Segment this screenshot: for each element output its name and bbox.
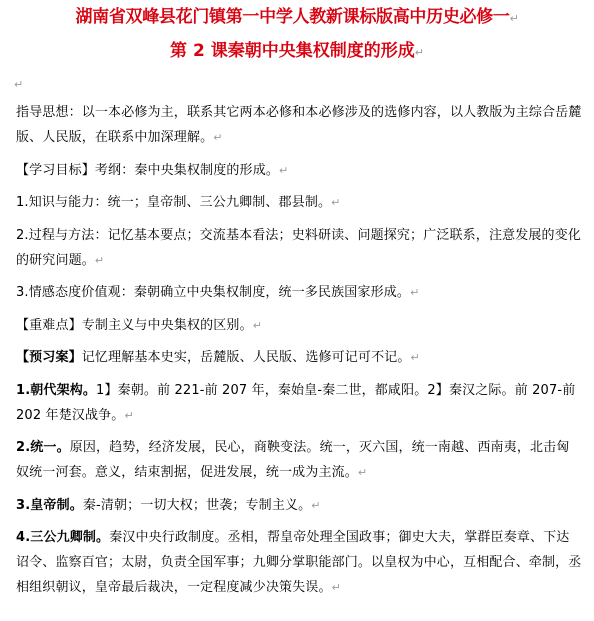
- paragraph-mark-icon: ↵: [279, 163, 289, 177]
- paragraph-process: [16, 223, 582, 273]
- document-title-line1: [0, 7, 594, 29]
- paragraph-section-4: [16, 525, 582, 600]
- goal-text: 【学习目标】考纲：秦中央集权制度的形成。: [16, 162, 280, 178]
- empty-paragraph-mark-icon: ↵: [14, 78, 24, 91]
- section-1-text: 1】秦朝。前 221-前 207 年，秦始皇-秦二世，都咸阳。2】秦汉之际。前 207-前 202 年楚汉战争。: [16, 382, 576, 423]
- section-3-text: 秦-清朝；一切大权；世袭；专制主义。: [82, 497, 312, 513]
- paragraph-guide: [16, 100, 582, 150]
- paragraph-mark-icon: ↵: [410, 286, 420, 299]
- knowledge-text: 1.知识与能力：统一；皇帝制、三公九卿制、郡县制。: [16, 195, 332, 210]
- document-title-line2: [0, 41, 594, 63]
- paragraph-mark-icon: ↵: [213, 131, 223, 144]
- paragraph-mark-icon: ↵: [331, 581, 341, 594]
- section-4-text: 秦汉中央行政制度。丞相，帮皇帝处理全国政事；御史大夫，掌群臣奏章、下达诏令、监察百官；太尉，负责全国军事；九卿分掌职能部门。以皇权为中心，互相配合、牵制，丞相组织朝议，皇帝最后裁决，一定程度减少决策失误。: [16, 530, 582, 595]
- section-1-label: 1.朝代架构。: [16, 382, 97, 398]
- paragraph-mark-icon: ↵: [410, 351, 420, 364]
- paragraph-section-2: [16, 435, 582, 485]
- process-text: 2.过程与方法：记忆基本要点；交流基本看法；史料研读、问题探究；广泛联系，注意发展的变化的研究问题。: [16, 227, 582, 268]
- section-2-label: 2.统一。: [16, 440, 70, 455]
- paragraph-mark-icon: ↵: [252, 318, 263, 332]
- title-line2-text: 第 2 课秦朝中央集权制度的形成: [170, 41, 415, 61]
- paragraph-emotion: [16, 280, 582, 305]
- guide-text: 指导思想：以一本必修为主，联系其它两本必修和本必修涉及的选修内容，以人教版为主综合岳麓版、人民版，在联系中加深理解。: [16, 105, 582, 145]
- keypoint-text: 专制主义与中央集权的区别。: [81, 317, 253, 333]
- document-body: [16, 100, 582, 608]
- paragraph-preview: [16, 345, 582, 370]
- preview-text: 记忆理解基本史实，岳麓版、人民版、选修可记可不记。: [81, 350, 411, 365]
- section-4-label: 4.三公九卿制。: [16, 530, 110, 545]
- paragraph-mark-icon: ↵: [94, 253, 105, 267]
- emotion-text: 3.情感态度价值观：秦朝确立中央集权制度，统一多民族国家形成。: [16, 285, 411, 300]
- paragraph-mark-icon: ↵: [331, 196, 341, 209]
- paragraph-goal: [16, 158, 582, 183]
- section-2-text: 原因，趋势，经济发展，民心，商鞅变法。统一，灭六国，统一南越、西南夷，北击匈奴统一河套。意义，结束割据，促进发展，统一成为主流。: [16, 440, 570, 480]
- preview-label: 【预习案】: [16, 350, 82, 365]
- paragraph-mark-icon: ↵: [509, 12, 519, 25]
- paragraph-section-1: [16, 378, 582, 428]
- title-line1-text: 湖南省双峰县花门镇第一中学人教新课标版高中历史必修一: [75, 7, 510, 27]
- keypoint-label: 【重难点】: [16, 317, 82, 333]
- section-3-label: 3.皇帝制。: [16, 497, 83, 513]
- paragraph-section-3: [16, 493, 582, 518]
- paragraph-mark-icon: ↵: [357, 466, 368, 479]
- paragraph-mark-icon: ↵: [414, 46, 424, 59]
- paragraph-keypoint: [16, 313, 582, 338]
- paragraph-mark-icon: ↵: [311, 498, 321, 512]
- paragraph-knowledge: [16, 190, 582, 215]
- paragraph-mark-icon: ↵: [124, 408, 134, 422]
